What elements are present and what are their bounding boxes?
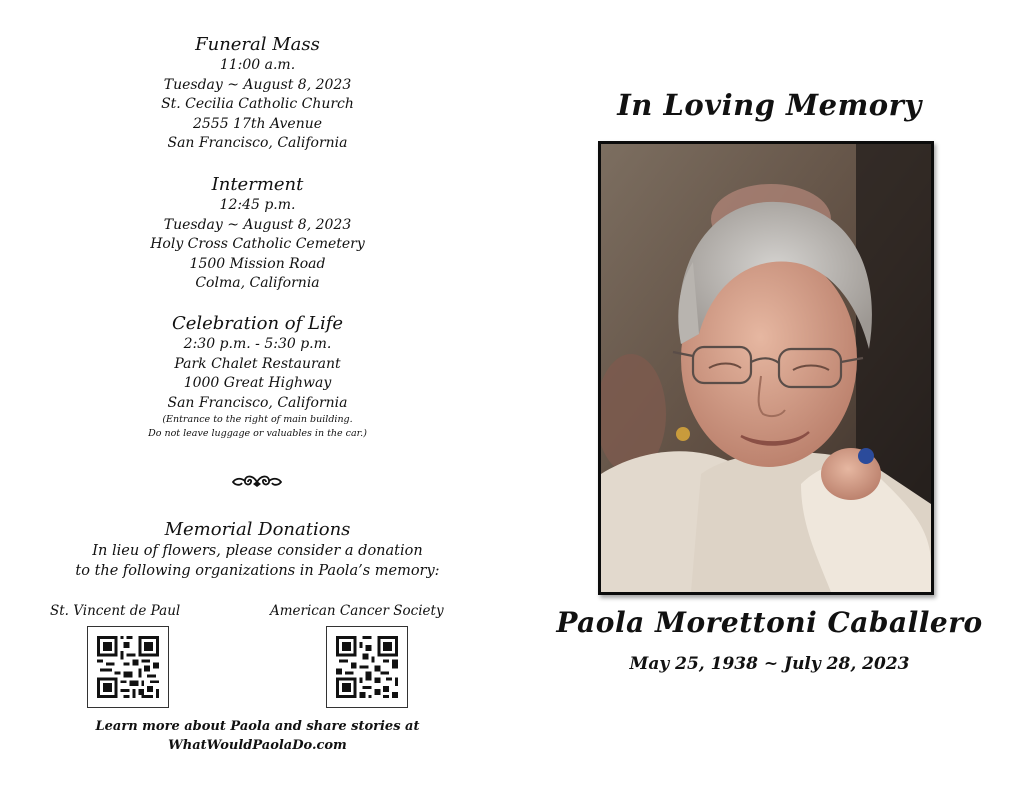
learn-more-section — [0, 717, 515, 755]
org-american-cancer-society: American Cancer Society — [270, 603, 444, 619]
donations-text-line1: In lieu of flowers, please consider a donation — [92, 543, 423, 559]
interment-section — [0, 174, 515, 294]
funeral-mass-city: San Francisco, California — [167, 135, 348, 151]
funeral-mass-time: 11:00 a.m. — [219, 57, 296, 73]
qr-code-american-cancer-society[interactable] — [326, 626, 408, 708]
celebration-venue: Park Chalet Restaurant — [174, 355, 341, 372]
interment-venue: Holy Cross Catholic Cemetery — [150, 236, 365, 252]
donations-heading: Memorial Donations — [164, 519, 351, 540]
flourish-ornament-icon — [228, 474, 286, 490]
donations-text-line2: to the following organizations in Paola’s memory: — [75, 563, 440, 579]
memorial-portrait-photo — [598, 141, 934, 595]
qr-code-st-vincent[interactable] — [87, 626, 169, 708]
qr-code-icon — [97, 636, 159, 698]
memorial-donations-section — [0, 519, 515, 581]
celebration-section — [0, 313, 515, 441]
interment-date: Tuesday ~ August 8, 2023 — [163, 216, 352, 233]
celebration-heading: Celebration of Life — [171, 313, 344, 334]
funeral-mass-heading: Funeral Mass — [195, 34, 320, 55]
interment-city: Colma, California — [195, 275, 320, 291]
org-st-vincent-de-paul: St. Vincent de Paul — [50, 603, 181, 619]
learn-more-text: Learn more about Paola and share stories at — [95, 719, 420, 734]
funeral-mass-street: 2555 17th Avenue — [192, 115, 323, 132]
interment-street: 1500 Mission Road — [189, 255, 326, 272]
celebration-street: 1000 Great Highway — [183, 375, 332, 391]
celebration-note-line2: Do not leave luggage or valuables in the car.) — [148, 428, 367, 439]
celebration-city: San Francisco, California — [167, 394, 348, 411]
cover-panel — [515, 0, 1024, 793]
qr-code-icon — [336, 636, 398, 698]
interment-heading: Interment — [211, 174, 304, 195]
funeral-mass-venue: St. Cecilia Catholic Church — [161, 96, 354, 112]
deceased-name: Paola Morettoni Caballero — [556, 606, 983, 639]
celebration-time: 2:30 p.m. - 5:30 p.m. — [183, 336, 332, 352]
interment-time: 12:45 p.m. — [219, 197, 296, 213]
life-dates: May 25, 1938 ~ July 28, 2023 — [629, 654, 910, 674]
celebration-note-line1: (Entrance to the right of main building. — [162, 414, 353, 425]
funeral-mass-section — [0, 34, 515, 154]
in-loving-memory-title: In Loving Memory — [617, 88, 922, 122]
website-link[interactable]: WhatWouldPaolaDo.com — [168, 738, 347, 753]
funeral-mass-date: Tuesday ~ August 8, 2023 — [163, 76, 352, 93]
portrait-illustration — [601, 144, 931, 592]
